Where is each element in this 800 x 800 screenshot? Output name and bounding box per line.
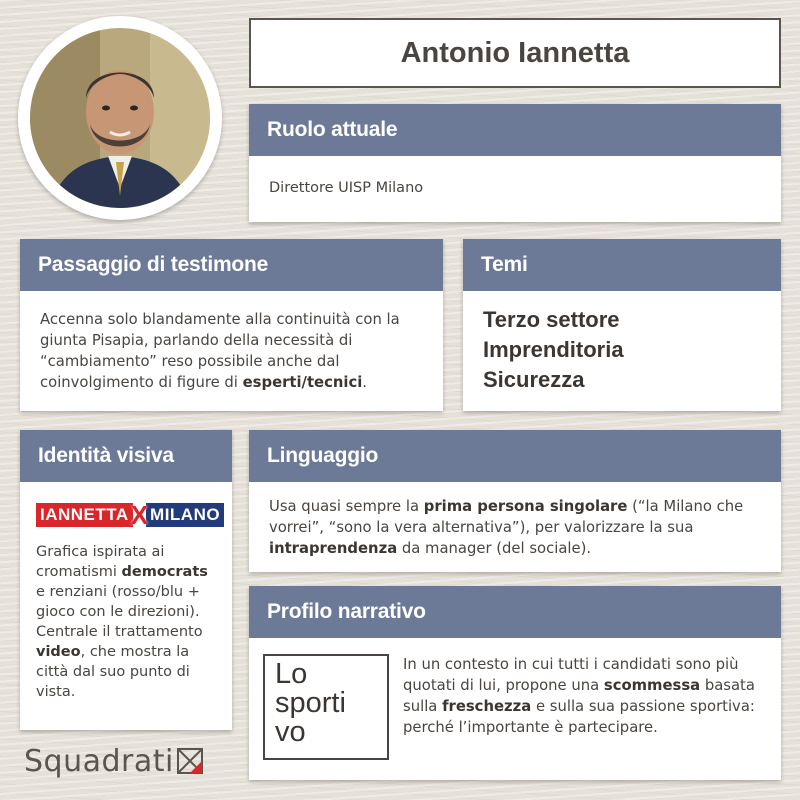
brand-logo <box>24 744 206 779</box>
brand-mark-icon <box>176 747 206 777</box>
profilo-bold: freschezza <box>442 698 532 715</box>
profile-type-box <box>263 654 389 760</box>
portrait-photo <box>30 28 210 208</box>
temi-card <box>463 239 781 411</box>
linguaggio-header: Linguaggio <box>249 430 781 482</box>
identita-bold: democrats <box>121 564 208 580</box>
profilo-text-part: In un contesto in cui tutti i candidati sono più quotati di lui, propone una <box>403 656 739 694</box>
name-title: Antonio Iannetta <box>249 18 781 88</box>
linguaggio-text <box>249 482 781 573</box>
identita-text-part: Grafica ispirata ai cromatismi <box>36 544 165 580</box>
ruolo-header: Ruolo attuale <box>249 104 781 156</box>
tema-item: Terzo settore <box>483 307 620 332</box>
identita-header: Identità visiva <box>20 430 232 482</box>
linguaggio-text-part: (“la Milano che vorrei”, “sono la vera alternativa”), per valorizzare la sua <box>269 498 744 536</box>
profilo-text-part: e sulla sua passione sportiva: perché l’importante è partecipare. <box>403 698 755 736</box>
passaggio-text-part: . <box>362 374 368 391</box>
profile-type-line: vo <box>275 716 306 748</box>
identita-text-part: , che mostra la città dal suo punto di vista. <box>36 644 190 700</box>
logo-right: MILANO <box>146 503 224 527</box>
profilo-body <box>249 638 781 776</box>
profilo-bold: scommessa <box>603 677 701 694</box>
profile-type-line: Lo <box>275 658 308 690</box>
identita-text-part: e renziani (rosso/blu + gioco con le direzioni). Centrale il trattamento <box>36 584 203 640</box>
logo-left: IANNETTA <box>36 503 133 527</box>
temi-list <box>463 291 781 409</box>
passaggio-text <box>20 291 443 403</box>
portrait-frame <box>18 16 222 220</box>
linguaggio-card <box>249 430 781 572</box>
identita-body <box>20 482 232 714</box>
tema-item: Sicurezza <box>483 367 585 392</box>
passaggio-header: Passaggio di testimone <box>20 239 443 291</box>
campaign-logo <box>36 500 221 530</box>
profile-type-line: sporti <box>275 687 346 719</box>
profilo-text <box>403 654 767 760</box>
passaggio-text-part: Accenna solo blandamente alla continuità con la giunta Pisapia, parlando della necessità di “cambiamento” reso possibile anche dal coinvolgimento di figure di <box>40 311 400 391</box>
identita-bold: video <box>36 644 81 660</box>
temi-header: Temi <box>463 239 781 291</box>
profilo-text-part: basata sulla <box>403 677 755 715</box>
passaggio-bold: esperti/tecnici <box>242 374 363 391</box>
ruolo-card <box>249 104 781 222</box>
ruolo-text: Direttore UISP Milano <box>269 180 424 196</box>
passaggio-card <box>20 239 443 411</box>
linguaggio-bold: prima persona singolare <box>423 498 628 515</box>
brand-name: Squadrati <box>24 744 174 779</box>
linguaggio-text-part: da manager (del sociale). <box>397 540 592 557</box>
identita-card <box>20 430 232 730</box>
profilo-header: Profilo narrativo <box>249 586 781 638</box>
linguaggio-text-part: Usa quasi sempre la <box>269 498 424 515</box>
profilo-card <box>249 586 781 780</box>
logo-x: X <box>130 500 149 530</box>
tema-item: Imprenditoria <box>483 337 624 362</box>
identita-text <box>36 542 216 702</box>
linguaggio-bold: intraprendenza <box>269 540 398 557</box>
